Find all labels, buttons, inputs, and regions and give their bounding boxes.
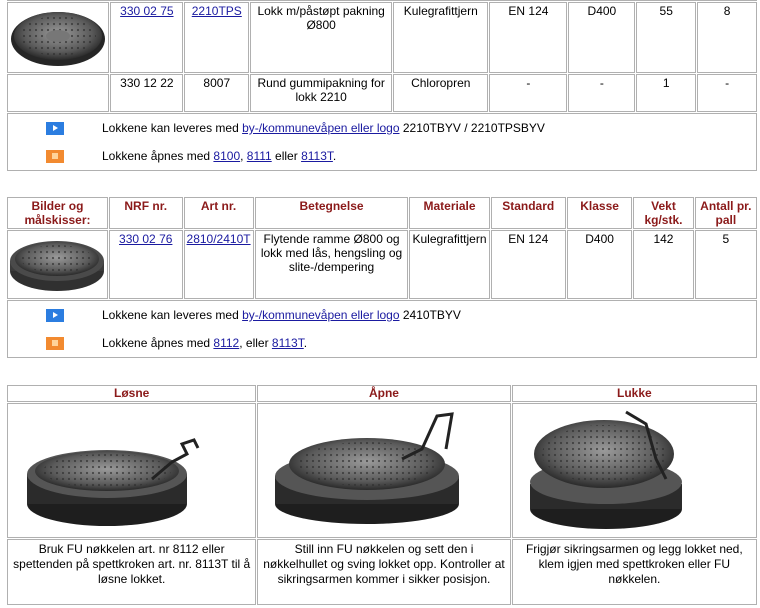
art-cell: 8007	[184, 74, 249, 112]
class-cell: D400	[567, 230, 632, 299]
empty-image-cell	[7, 74, 109, 112]
caption-open: Still inn FU nøkkelen og sett den i nøkkelhullet og sving lokket opp. Kontroller at sikringsarmen kommer i sikker posisjon.	[257, 539, 510, 605]
note-logo: Lokkene kan leveres med by-/kommunevåpen eller logo 2210TBYV / 2210TPSBYV	[8, 114, 756, 142]
logo-link[interactable]: by-/kommunevåpen eller logo	[242, 308, 400, 322]
tool-link-8100[interactable]: 8100	[213, 149, 241, 163]
qty-cell: 8	[697, 2, 757, 73]
col-header-images: Bilder og målskisser:	[7, 197, 108, 229]
col-header-qty: Antall pr. pall	[695, 197, 757, 229]
nrf-link[interactable]: 330 02 76	[119, 232, 173, 246]
caption-loosen: Bruk FU nøkkelen art. nr 8112 eller spettenden på spettkroken art. nr. 8113T til å løsne lokket.	[7, 539, 256, 605]
qty-cell: 5	[695, 230, 757, 299]
product-image-2210tps	[7, 2, 109, 73]
tool-link-8113t[interactable]: 8113T	[301, 149, 333, 163]
tool-link-8111[interactable]: 8111	[246, 149, 272, 163]
material-cell: Kulegrafittjern	[393, 2, 488, 73]
col-header-weight: Vekt kg/stk.	[633, 197, 693, 229]
standard-cell: EN 124	[491, 230, 566, 299]
material-cell: Kulegrafittjern	[409, 230, 489, 299]
note-logo: Lokkene kan leveres med by-/kommunevåpen eller logo 2410TBYV	[8, 301, 756, 329]
product-table-2810	[6, 196, 758, 359]
manhole-cover-icon	[9, 3, 107, 69]
desc-cell: Rund gummipakning for lokk 2210	[250, 74, 392, 112]
play-arrow-icon	[46, 309, 64, 322]
class-cell: D400	[568, 2, 635, 73]
desc-cell: Flytende ramme Ø800 og lokk med lås, hengsling og slite-/dempering	[255, 230, 409, 299]
class-cell: -	[568, 74, 635, 112]
manhole-cover-icon	[262, 404, 506, 534]
product-image-2810	[7, 230, 108, 299]
operation-table	[6, 384, 758, 606]
col-header-class: Klasse	[567, 197, 632, 229]
product-table-2210	[6, 0, 758, 172]
manhole-cover-icon	[516, 404, 752, 534]
col-header-open: Åpne	[257, 385, 510, 402]
key-tool-icon	[46, 150, 64, 163]
material-cell: Chloropren	[393, 74, 488, 112]
manhole-cover-icon	[12, 404, 252, 534]
desc-cell: Lokk m/påstøpt pakning Ø800	[250, 2, 392, 73]
manhole-cover-icon	[8, 231, 106, 295]
tool-link-8112[interactable]: 8112	[213, 336, 240, 350]
col-header-nrf: NRF nr.	[109, 197, 183, 229]
qty-cell: -	[697, 74, 757, 112]
play-arrow-icon	[46, 122, 64, 135]
note-opening: Lokkene åpnes med 8112, eller 8113T.	[8, 329, 756, 357]
weight-cell: 142	[633, 230, 693, 299]
caption-close: Frigjør sikringsarmen og legg lokket ned, klem igjen med spettkroken eller FU nøkkelen.	[512, 539, 757, 605]
tool-link-8113t[interactable]: 8113T	[271, 336, 304, 350]
col-header-material: Materiale	[409, 197, 489, 229]
weight-cell: 55	[636, 2, 696, 73]
nrf-cell: 330 12 22	[110, 74, 183, 112]
standard-cell: EN 124	[489, 2, 567, 73]
image-open	[257, 403, 510, 538]
nrf-link[interactable]: 330 02 75	[120, 4, 174, 18]
note-opening: Lokkene åpnes med 8100, 8111 eller 8113T.	[8, 142, 756, 170]
col-header-art: Art nr.	[184, 197, 254, 229]
standard-cell: -	[489, 74, 567, 112]
art-link[interactable]: 2810/2410T	[186, 232, 251, 246]
logo-link[interactable]: by-/kommunevåpen eller logo	[242, 121, 400, 135]
key-tool-icon	[46, 337, 64, 350]
image-loosen	[7, 403, 256, 538]
col-header-standard: Standard	[491, 197, 566, 229]
weight-cell: 1	[636, 74, 696, 112]
col-header-close: Lukke	[512, 385, 757, 402]
art-link[interactable]: 2210TPS	[191, 4, 242, 18]
col-header-desc: Betegnelse	[255, 197, 409, 229]
col-header-loosen: Løsne	[7, 385, 256, 402]
image-close	[512, 403, 757, 538]
